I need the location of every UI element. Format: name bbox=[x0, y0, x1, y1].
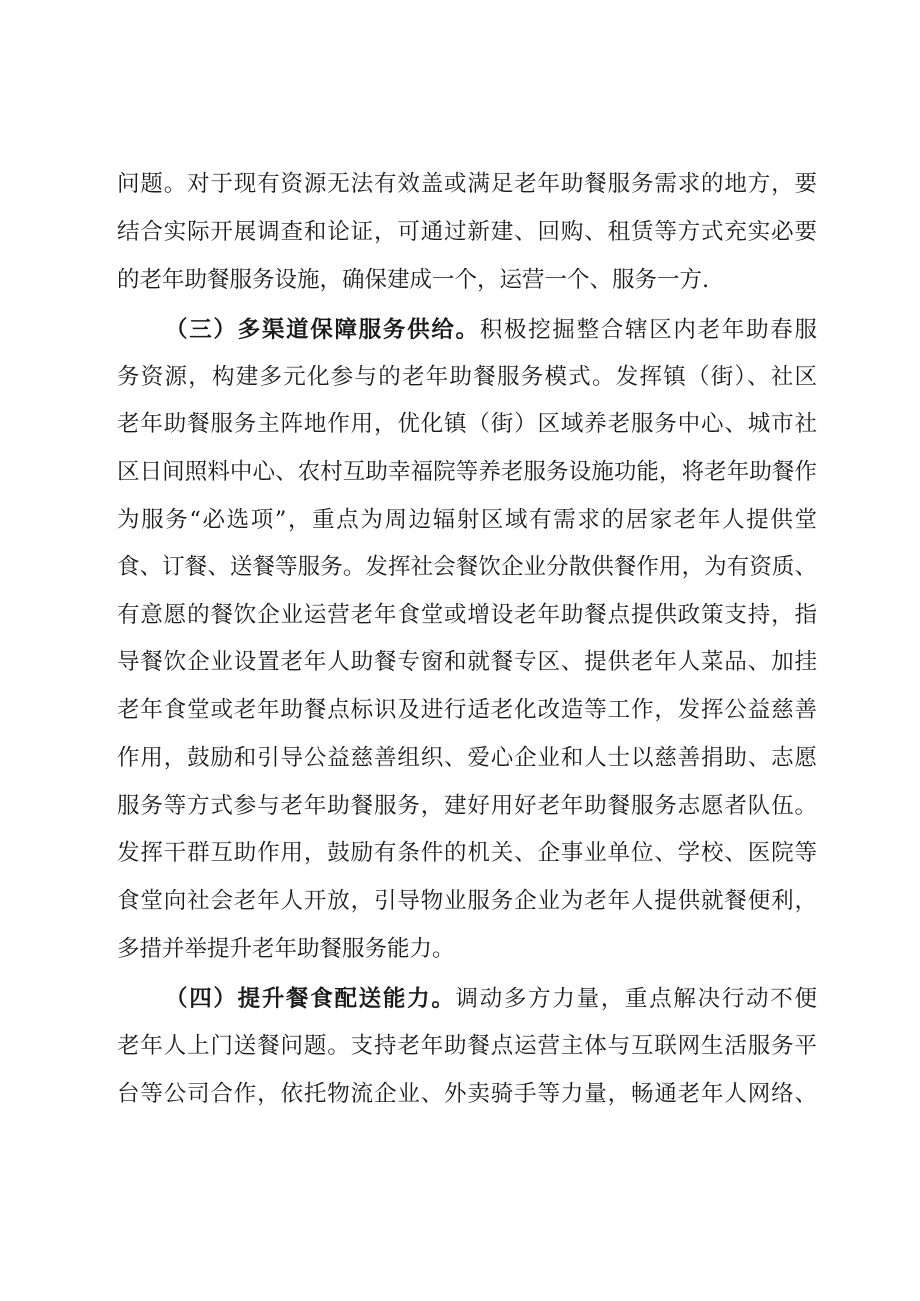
paragraph-line: 发挥干群互助作用，鼓励有条件的机关、企事业单位、学校、医院等 bbox=[117, 840, 817, 866]
section-3-first-line-text: 积极挖掘整合辖区内老年助春服 bbox=[479, 317, 817, 343]
paragraph-line: 为服务“必选项”，重点为周边辐射区域有需求的居家老年人提供堂 bbox=[117, 507, 817, 533]
paragraph-line: 区日间照料中心、农村互助幸福院等养老服务设施功能，将老年助餐作 bbox=[117, 459, 817, 485]
paragraph-line: 结合实际开展调查和论证，可通过新建、回购、租赁等方式充实必要 bbox=[117, 219, 817, 245]
section-3-heading: （三）多渠道保障服务供给。 bbox=[165, 317, 480, 343]
paragraph-line: 有意愿的餐饮企业运营老年食堂或增设老年助餐点提供政策支持，指 bbox=[117, 602, 817, 628]
section-4-first-line bbox=[165, 979, 817, 1019]
paragraph-line: 问题。对于现有资源无法有效盖或满足老年助餐服务需求的地方，要 bbox=[117, 171, 817, 197]
paragraph-line: 作用，鼓励和引导公益慈善组织、爱心企业和人士以慈善捐助、志愿 bbox=[117, 745, 817, 771]
paragraph-line: 老年人上门送餐问题。支持老年助餐点运营主体与互联网生活服务平 bbox=[117, 1033, 817, 1059]
paragraph-line: 导餐饮企业设置老年人助餐专窗和就餐专区、提供老年人菜品、加挂 bbox=[117, 649, 817, 675]
paragraph-line: 服务等方式参与老年助餐服务，建好用好老年助餐服务志愿者队伍。 bbox=[117, 793, 817, 819]
paragraph-line: 台等公司合作，依托物流企业、外卖骑手等力量，畅通老年人网络、 bbox=[117, 1081, 817, 1107]
paragraph-line: 老年助餐服务主阵地作用，优化镇（街）区域养老服务中心、城市社 bbox=[117, 411, 817, 437]
section-4-first-line-text: 调动多方力量，重点解决行动不便 bbox=[455, 986, 817, 1012]
paragraph-line: 的老年助餐服务设施，确保建成一个，运营一个、服务一方. bbox=[117, 267, 710, 293]
paragraph-line: 食堂向社会老年人开放，引导物业服务企业为老年人提供就餐便利， bbox=[117, 888, 817, 914]
section-3-first-line bbox=[165, 310, 817, 350]
section-4-heading: （四）提升餐食配送能力。 bbox=[165, 986, 456, 1012]
paragraph-line: 食、订餐、送餐等服务。发挥社会餐饮企业分散供餐作用，为有资质、 bbox=[117, 554, 817, 580]
paragraph-line: 多措并举提升老年助餐服务能力。 bbox=[117, 936, 455, 962]
paragraph-line: 务资源，构建多元化参与的老年助餐服务模式。发挥镇（街）、社区 bbox=[117, 364, 817, 390]
paragraph-line: 老年食堂或老年助餐点标识及进行适老化改造等工作，发挥公益慈善 bbox=[117, 697, 817, 723]
